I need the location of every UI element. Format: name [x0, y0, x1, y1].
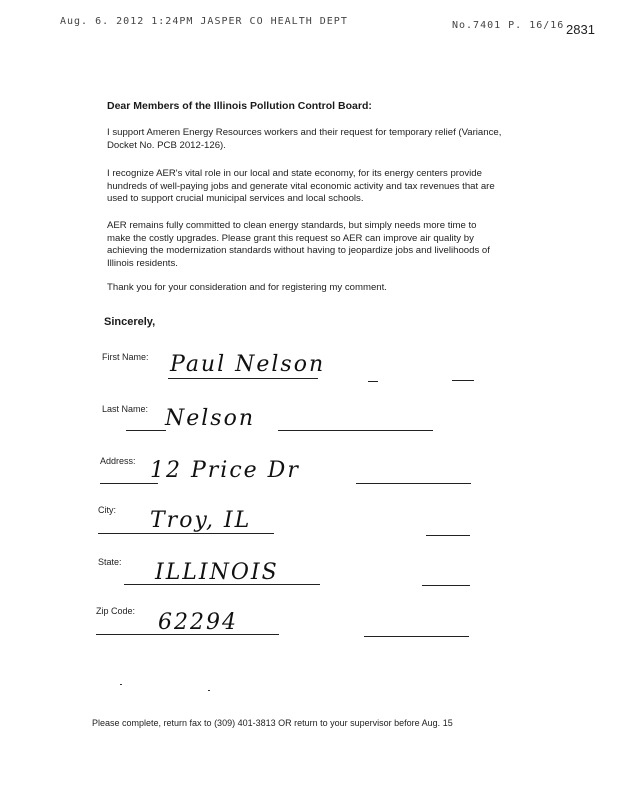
- address-label: Address:: [100, 456, 136, 466]
- state-label: State:: [98, 557, 122, 567]
- paragraph-1: I support Ameren Energy Resources workers and their request for temporary relief (Variance, Docket No. PCB 2012-126).: [107, 127, 502, 151]
- first-name-line-mark: [368, 381, 378, 382]
- scan-dot: [208, 690, 210, 691]
- first-name-value[interactable]: Paul Nelson: [170, 352, 326, 377]
- city-value[interactable]: Troy, IL: [150, 508, 252, 533]
- state-line-right: [422, 585, 470, 586]
- page-number: 2831: [566, 22, 595, 37]
- paragraph-2: I recognize AER's vital role in our local and state economy, for its energy centers provide hundreds of well-paying jobs and generate vital economic activity and tax revenues that are used to support crucial municipal services and local schools.: [107, 168, 495, 204]
- address-value[interactable]: 12 Price Dr: [150, 458, 300, 483]
- city-line: [98, 533, 274, 534]
- last-name-line-right: [278, 430, 433, 431]
- zip-line-right: [364, 636, 469, 637]
- fax-header-left: Aug. 6. 2012 1:24PM JASPER CO HEALTH DEPT: [60, 16, 348, 27]
- salutation: Dear Members of the Illinois Pollution Control Board:: [107, 100, 372, 112]
- city-line-right: [426, 535, 470, 536]
- zip-value[interactable]: 62294: [158, 610, 238, 635]
- zip-label: Zip Code:: [96, 606, 136, 616]
- last-name-label: Last Name:: [102, 404, 149, 414]
- state-value[interactable]: ILLINOIS: [155, 560, 279, 585]
- first-name-line: [168, 378, 318, 379]
- address-line-left: [100, 483, 158, 484]
- last-name-value[interactable]: Nelson: [165, 406, 256, 431]
- scan-dot: [120, 684, 122, 685]
- address-line-right: [356, 483, 471, 484]
- fax-header-right: No.7401 P. 16/16: [452, 20, 565, 31]
- footer-instructions: Please complete, return fax to (309) 401-3813 OR return to your supervisor before Aug. 15: [92, 718, 453, 728]
- closing: Sincerely,: [104, 316, 156, 328]
- last-name-line-left: [126, 430, 166, 431]
- paragraph-3: AER remains fully committed to clean energy standards, but simply needs more time to make the costly upgrades. Please grant this request so AER can improve air quality by achieving the modernization standards without having to jeopardize jobs and livelihoods of Illinois residents.: [107, 220, 490, 269]
- city-label: City:: [98, 505, 116, 515]
- state-line: [124, 584, 320, 585]
- zip-line: [96, 634, 279, 635]
- paragraph-4: Thank you for your consideration and for registering my comment.: [107, 282, 387, 293]
- first-name-line-right: [452, 380, 474, 381]
- first-name-label: First Name:: [102, 352, 149, 362]
